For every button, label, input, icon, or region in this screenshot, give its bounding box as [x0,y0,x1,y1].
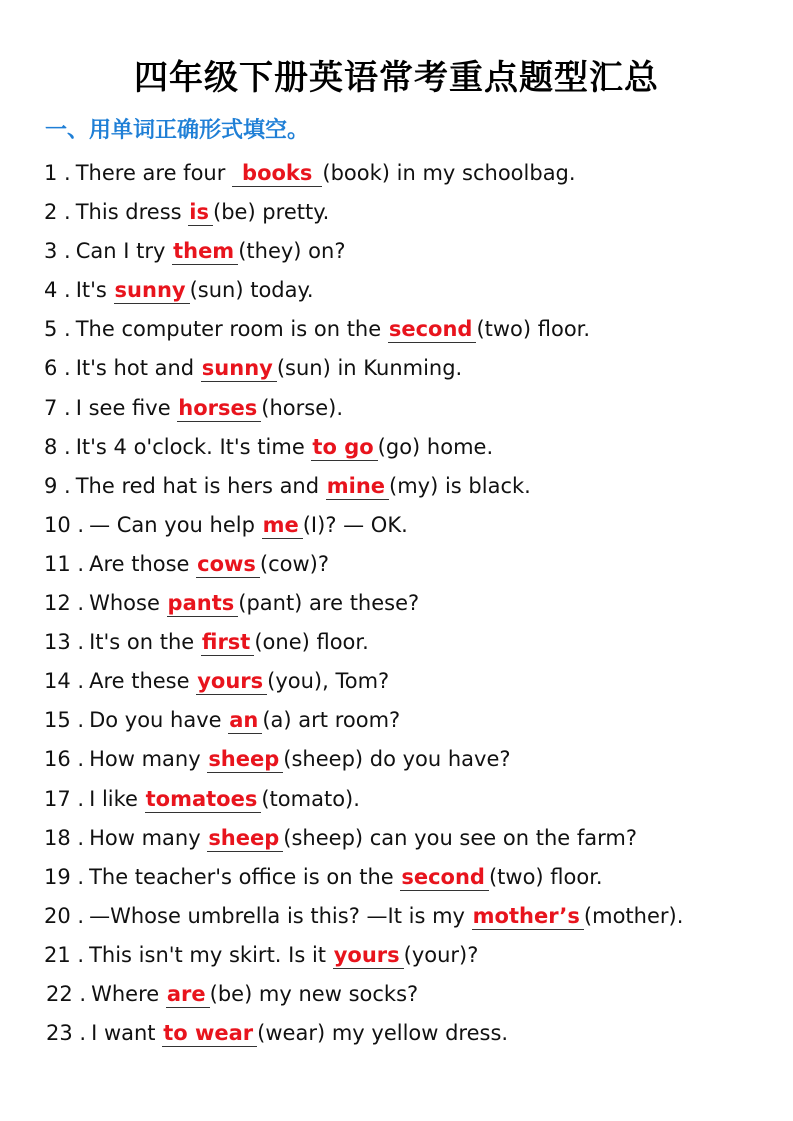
answer-text: sheep [208,825,280,850]
question-item [44,390,784,429]
question-text-after: (sheep) do you have? [283,747,511,772]
answer-blank[interactable] [472,903,584,930]
question-text-before: The teacher's office is on the [89,864,401,889]
answer-blank[interactable] [201,629,254,656]
question-item [44,311,784,350]
question-number: 16 . [44,747,85,772]
question-item [44,976,784,1015]
question-text-after: (you), Tom? [267,669,390,694]
answer-text: sunny [114,278,186,303]
answer-blank[interactable] [196,551,260,578]
answer-blank[interactable] [333,942,404,969]
answer-text: cows [197,551,256,576]
question-text-after: (they) on? [238,239,346,264]
question-number: 10 . [44,512,85,537]
question-number: 11 . [44,551,85,576]
question-text-before: There are four [75,161,233,185]
answer-blank[interactable] [167,590,239,617]
question-number: 12 . [44,591,85,616]
question-text-before: Can I try [75,239,173,264]
answer-blank[interactable] [228,707,262,734]
answer-blank[interactable] [196,668,267,695]
question-text-after: (mother). [583,903,684,928]
question-item [44,194,784,233]
question-item [44,781,784,820]
section-heading: 一、用单词正确形式填空。 [45,118,310,143]
question-text-before: Are those [89,551,197,576]
question-item [44,429,784,468]
question-number: 13 . [44,630,85,655]
question-text-before: Do you have [89,708,229,733]
answer-text: sheep [208,747,280,772]
question-text-before: Are these [89,669,197,694]
question-item [44,937,784,976]
question-text-after: (your)? [403,942,479,967]
question-item [44,1015,784,1054]
question-number: 22 . [46,981,87,1006]
question-text-before: Where [91,981,166,1006]
question-number: 23 . [46,1021,87,1046]
question-number: 18 . [44,825,85,850]
answer-text: to wear [163,1021,254,1046]
answer-blank[interactable] [188,199,213,226]
question-text-before: The computer room is on the [75,317,388,342]
answer-text: tomatoes [145,786,258,811]
question-item [44,546,784,585]
question-item [44,741,784,780]
question-text-after: (be) pretty. [213,200,330,225]
question-text-after: (sun) today. [189,278,314,303]
question-text-before: I want [91,1021,163,1046]
question-text-after: (pant) are these? [238,591,420,616]
question-text-after: (two) floor. [488,864,603,889]
question-item [44,272,784,311]
question-text-after: (two) floor. [476,317,591,342]
question-text-before: It's on the [89,630,201,655]
answer-text: mother’s [472,903,580,928]
answer-text: an [229,708,259,733]
answer-blank[interactable] [232,160,322,187]
question-number: 7 . [44,395,71,420]
question-item [44,468,784,507]
question-item [44,507,784,546]
answer-blank[interactable] [145,786,262,813]
answer-text: second [388,317,473,342]
question-text-after: (my) is black. [389,473,531,498]
question-text-before: How many [89,825,208,850]
answer-blank[interactable] [172,238,238,265]
question-item [44,233,784,272]
question-text-after: (sun) in Kunming. [276,356,463,381]
answer-text: books [242,161,313,185]
answer-text: mine [326,473,386,498]
question-text-after: (tomato). [261,786,360,811]
question-text-before: The red hat is hers and [75,473,326,498]
answer-text: to go [312,434,374,459]
question-number: 17 . [44,786,85,811]
question-number: 19 . [44,864,85,889]
answer-blank[interactable] [262,512,303,539]
question-number: 14 . [44,669,85,694]
answer-blank[interactable] [177,395,261,422]
question-item [44,155,784,194]
answer-blank[interactable] [400,864,489,891]
question-text-after: (be) my new socks? [209,981,419,1006]
question-item [44,702,784,741]
question-item [44,350,784,389]
answer-blank[interactable] [207,825,283,852]
question-text-before: This isn't my skirt. Is it [89,942,333,967]
question-text-after: (book) in my schoolbag. [322,161,576,185]
answer-blank[interactable] [311,434,377,461]
question-number: 20 . [44,903,85,928]
answer-text: pants [167,591,235,616]
answer-blank[interactable] [388,316,477,343]
question-item [44,898,784,937]
question-text-after: (one) floor. [254,630,369,655]
question-number: 5 . [44,317,71,342]
question-number: 1 . [44,161,71,185]
question-item [44,663,784,702]
question-text-after: (I)? — OK. [302,512,408,537]
question-number: 9 . [44,473,71,498]
question-text-after: (a) art room? [262,708,401,733]
answer-blank[interactable] [326,473,389,500]
question-text-before: — Can you help [89,512,262,537]
answer-text: first [201,630,251,655]
answer-text: are [166,981,206,1006]
answer-blank[interactable] [114,277,190,304]
answer-text: horses [178,395,258,420]
question-text-after: (wear) my yellow dress. [257,1021,509,1046]
question-number: 15 . [44,708,85,733]
question-item [44,585,784,624]
answer-text: yours [333,942,400,967]
question-text-before: I like [89,786,145,811]
answer-text: them [173,239,235,264]
question-text-before: It's [75,278,114,303]
answer-text: me [262,512,299,537]
question-number: 3 . [44,239,71,264]
question-text-after: (sheep) can you see on the farm? [283,825,637,850]
question-text-before: —Whose umbrella is this? —It is my [89,903,472,928]
question-text-before: It's hot and [75,356,201,381]
question-item [44,859,784,898]
question-text-before: How many [89,747,208,772]
answer-blank[interactable] [207,746,283,773]
answer-blank[interactable] [166,981,210,1008]
question-number: 21 . [44,942,85,967]
question-number: 8 . [44,434,71,459]
answer-text: second [401,864,485,889]
question-text-after: (cow)? [259,551,330,576]
question-text-after: (go) home. [377,434,494,459]
question-item [44,820,784,859]
question-text-before: It's 4 o'clock. It's time [75,434,312,459]
answer-blank[interactable] [201,355,277,382]
answer-text: yours [197,669,264,694]
question-number: 4 . [44,278,71,303]
question-item [44,624,784,663]
question-list [44,155,784,1054]
question-text-before: Whose [89,591,167,616]
answer-blank[interactable] [162,1020,257,1047]
page-title: 四年级下册英语常考重点题型汇总 [134,58,659,98]
question-text-after: (horse). [261,395,343,420]
question-text-before: This dress [75,200,189,225]
question-number: 6 . [44,356,71,381]
answer-text: is [189,200,209,225]
question-text-before: I see five [75,395,178,420]
answer-text: sunny [201,356,273,381]
question-number: 2 . [44,200,71,225]
